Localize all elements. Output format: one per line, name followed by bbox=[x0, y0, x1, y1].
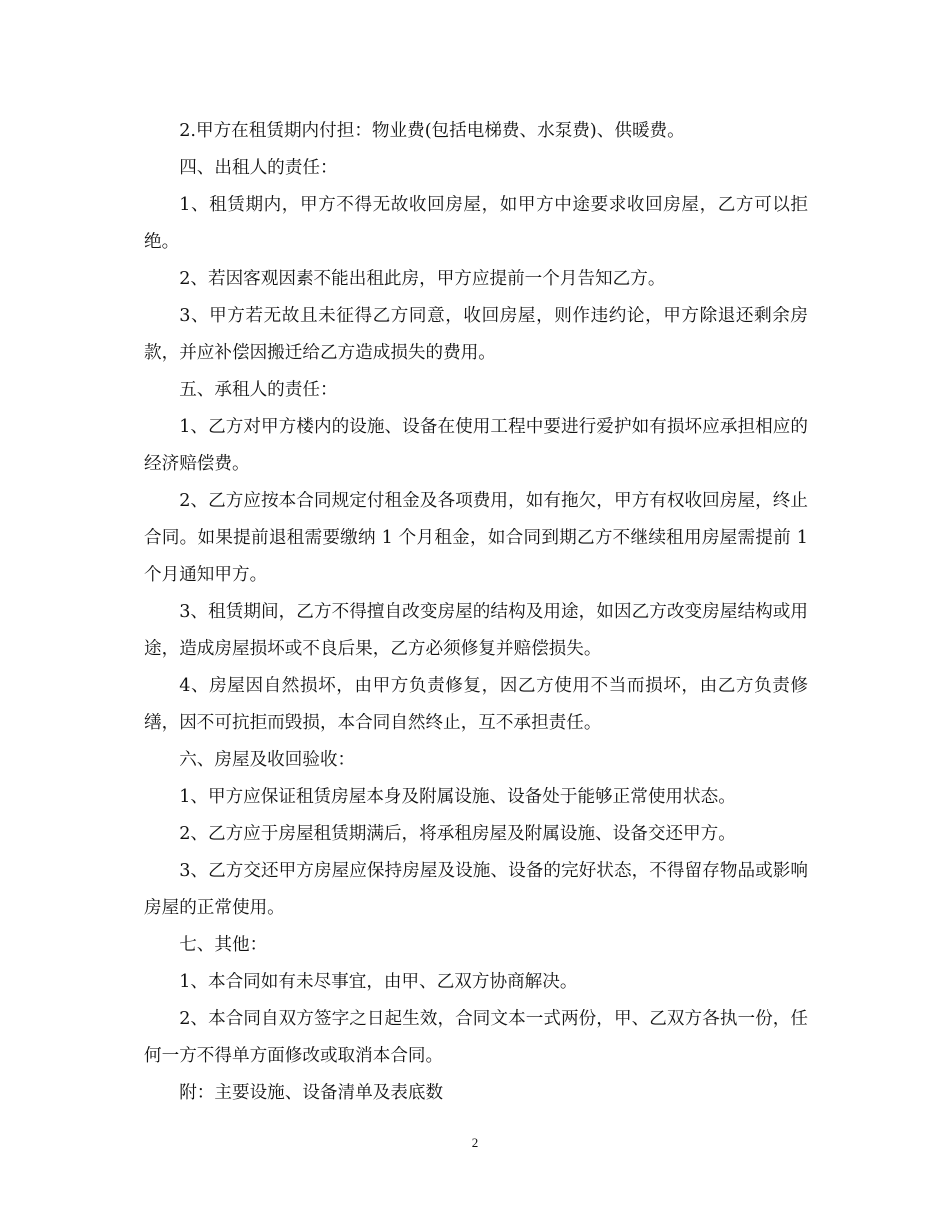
clause-paragraph: 3、乙方交还甲方房屋应保持房屋及设施、设备的完好状态，不得留存物品或影响房屋的正常使用。 bbox=[144, 861, 808, 918]
clause-paragraph: 2、本合同自双方签字之日起生效，合同文本一式两份，甲、乙双方各执一份，任何一方不得单方面修改或取消本合同。 bbox=[144, 1009, 808, 1066]
page-number: 2 bbox=[471, 1135, 479, 1150]
clause-paragraph: 3、甲方若无故且未征得乙方同意，收回房屋，则作违约论，甲方除退还剩余房款，并应补偿因搬迁给乙方造成损失的费用。 bbox=[144, 306, 808, 363]
appendix-note: 附：主要设施、设备清单及表底数 bbox=[179, 1083, 444, 1103]
clause-paragraph: 4、房屋因自然损坏，由甲方负责修复，因乙方使用不当而损坏，由乙方负责修缮，因不可抗拒而毁损，本合同自然终止，互不承担责任。 bbox=[144, 676, 808, 733]
document-body bbox=[144, 113, 808, 1112]
clause-paragraph: 2、若因客观因素不能出租此房，甲方应提前一个月告知乙方。 bbox=[179, 269, 666, 289]
clause-paragraph: 1、甲方应保证租赁房屋本身及附属设施、设备处于能够正常使用状态。 bbox=[179, 787, 736, 807]
clause-paragraph: 2.甲方在租赁期内付担：物业费(包括电梯费、水泵费)、供暖费。 bbox=[179, 121, 685, 141]
clause-paragraph: 1、租赁期内，甲方不得无故收回房屋，如甲方中途要求收回房屋，乙方可以拒绝。 bbox=[144, 195, 808, 252]
clause-paragraph: 2、乙方应按本合同规定付租金及各项费用，如有拖欠，甲方有权收回房屋，终止合同。如果提前退租需要缴纳 1 个月租金，如合同到期乙方不继续租用房屋需提前 1 个月通知甲方。 bbox=[144, 491, 808, 585]
section-heading: 六、房屋及收回验收： bbox=[179, 750, 356, 770]
clause-paragraph: 1、乙方对甲方楼内的设施、设备在使用工程中要进行爱护如有损坏应承担相应的经济赔偿费。 bbox=[144, 417, 808, 474]
clause-paragraph: 1、本合同如有未尽事宜，由甲、乙双方协商解决。 bbox=[179, 972, 578, 992]
section-heading: 五、承租人的责任： bbox=[179, 380, 338, 400]
clause-paragraph: 2、乙方应于房屋租赁期满后，将承租房屋及附属设施、设备交还甲方。 bbox=[179, 824, 736, 844]
clause-paragraph: 3、租赁期间，乙方不得擅自改变房屋的结构及用途，如因乙方改变房屋结构或用途，造成房屋损坏或不良后果，乙方必须修复并赔偿损失。 bbox=[144, 602, 808, 659]
section-heading: 四、出租人的责任： bbox=[179, 158, 338, 178]
section-heading: 七、其他： bbox=[179, 935, 268, 955]
